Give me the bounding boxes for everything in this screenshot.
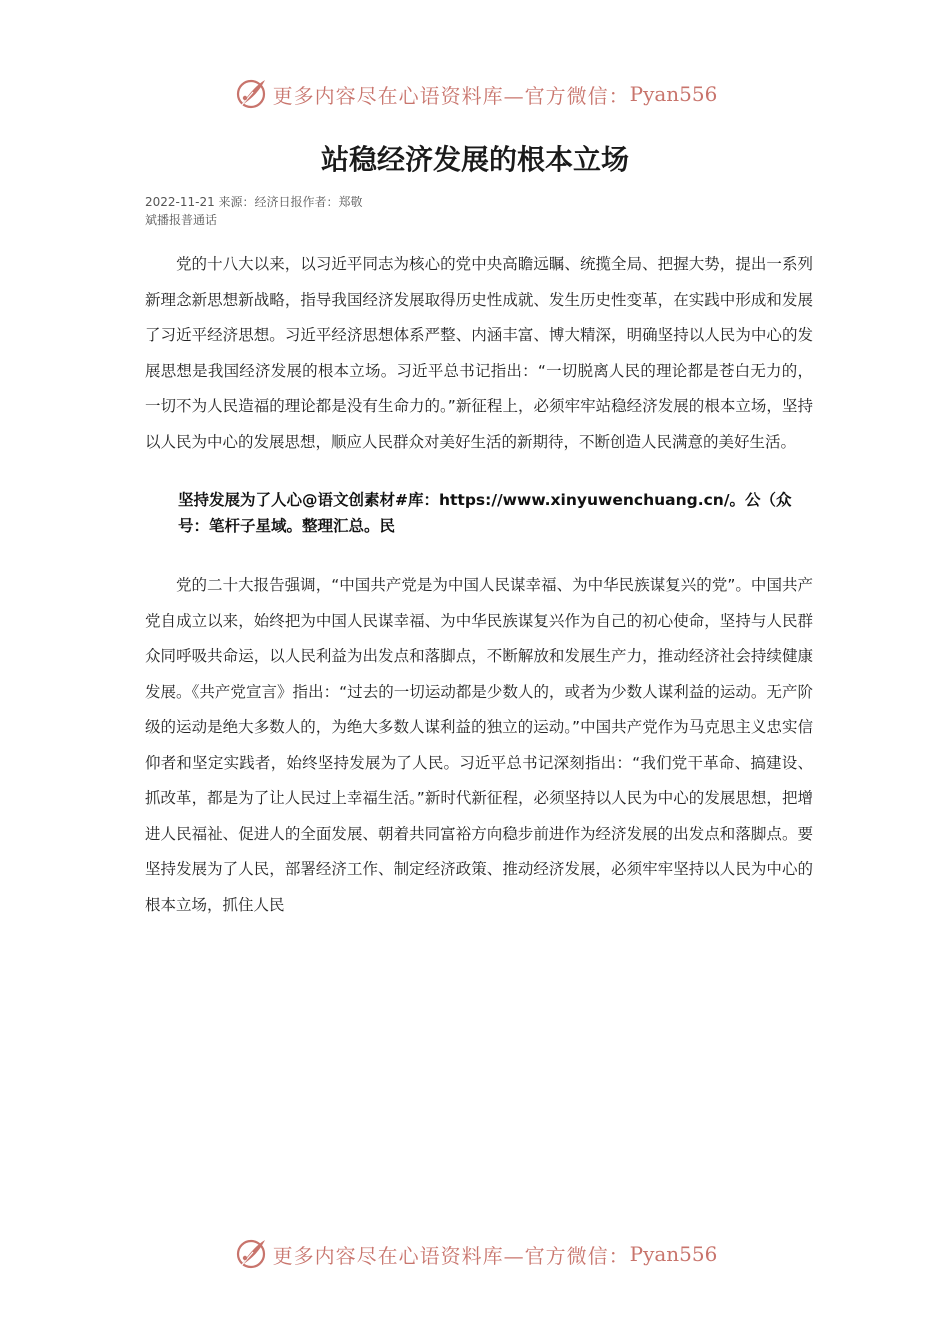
feather-pen-logo-icon [233, 1236, 269, 1272]
article-meta-broadcast: 斌播报普通话 [145, 213, 218, 227]
article-title: 站稳经济发展的根本立场 [320, 143, 629, 176]
watermark-wechat-id: Pyan556 [629, 1242, 718, 1266]
feather-pen-logo-icon [233, 76, 269, 112]
watermark-wechat-id: Pyan556 [629, 82, 718, 106]
footer-watermark-banner [0, 1234, 950, 1274]
article-meta [145, 193, 805, 229]
watermark-slogan: 更多内容尽在心语资料库—官方微信： [272, 1243, 630, 1268]
article-paragraph-2: 党的二十大报告强调，“中国共产党是为中国人民谋幸福、为中华民族谋复兴的党”。中国共产党自成立以来，始终把为中国人民谋幸福、为中华民族谋复兴作为自己的初心使命，坚持与人民群众同呼吸共命运，以人民利益为出发点和落脚点，不断解放和发展生产力，推动经济社会持续健康发展。《共产党宣言》指出：“过去的一切运动都是少数人的，或者为少数人谋利益的运动。无产阶级的运动是绝大多数人的，为绝大多数人谋利益的独立的运动。”中国共产党作为马克思主义忠实信仰者和坚定实践者，始终坚持发展为了人民。习近平总书记深刻指出：“我们党干革命、搞建设、抓改革，都是为了让人民过上幸福生活。”新时代新征程，必须坚持以人民为中心的发展思想，把增进人民福祉、促进人的全面发展、朝着共同富裕方向稳步前进作为经济发展的出发点和落脚点。要坚持发展为了人民，部署经济工作、制定经济政策、推动经济发展，必须牢牢坚持以人民为中心的根本立场，抓住人民 [145, 576, 813, 914]
article-paragraph-1: 党的十八大以来，以习近平同志为核心的党中央高瞻远瞩、统揽全局、把握大势，提出一系列新理念新思想新战略，指导我国经济发展取得历史性成就、发生历史性变革，在实践中形成和发展了习近平经济思想。习近平经济思想体系严整、内涵丰富、博大精深，明确坚持以人民为中心的发展思想是我国经济发展的根本立场。习近平总书记指出：“一切脱离人民的理论都是苍白无力的，一切不为人民造福的理论都是没有生命力的。”新征程上，必须牢牢站稳经济发展的根本立场，坚持以人民为中心的发展思想，顺应人民群众对美好生活的新期待，不断创造人民满意的美好生活。 [145, 255, 813, 451]
watermark-slogan: 更多内容尽在心语资料库—官方微信： [272, 83, 630, 108]
article-meta-source: 2022-11-21 来源：经济日报作者：郑敬 [145, 195, 363, 209]
header-watermark-banner [0, 74, 950, 114]
article-subheading: 坚持发展为了人心@语文创素材#库：https://www.xinyuwenchuang.cn/。公（众号：笔杆子星域。整理汇总。民 [178, 491, 792, 535]
article-body [145, 247, 813, 923]
